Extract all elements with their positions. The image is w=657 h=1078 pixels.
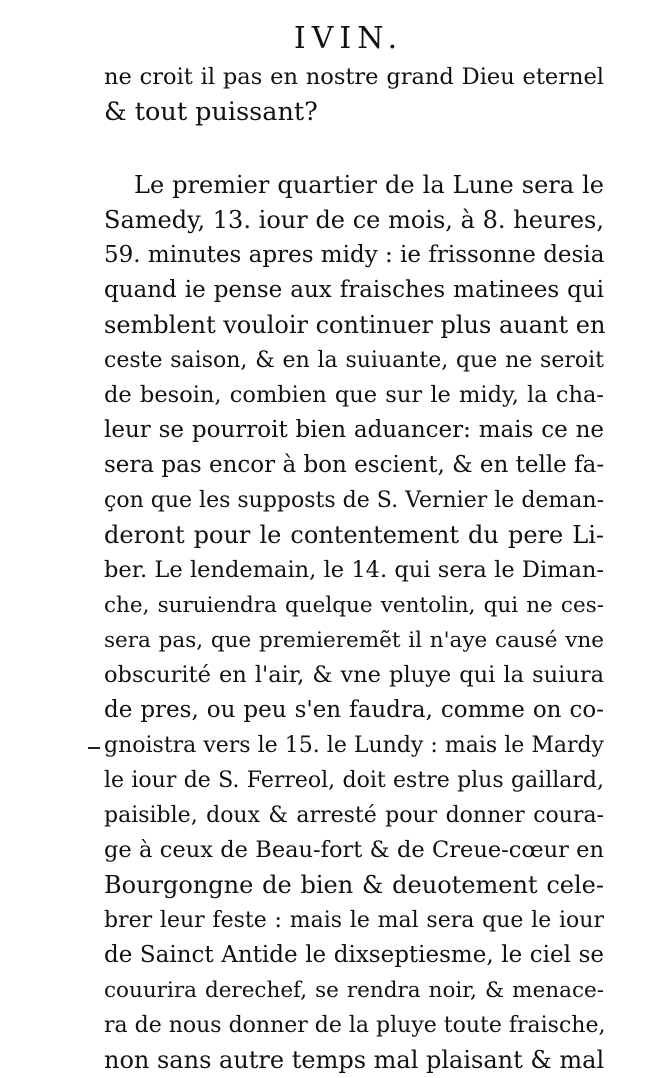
text-line: Bourgongne de bien & deuotement cele- (104, 871, 604, 899)
text-line: brer leur feste : mais le mal sera que le iour (104, 908, 604, 933)
text-line: deront pour le contentement du pere Li- (104, 521, 604, 549)
text-line: che, suruiendra quelque ventolin, qui ne ces- (104, 593, 604, 618)
text-line: Le premier quartier de la Lune sera le (134, 171, 604, 199)
text-line: obscurité en l'air, & vne pluye qui la suiura (104, 662, 604, 688)
text-line: de pres, ou peu s'en faudra, comme on co- (104, 697, 604, 723)
text-line: semblent vouloir continuer plus auant en (104, 311, 606, 339)
text-line: ber. Le lendemain, le 14. qui sera le Diman- (104, 557, 604, 583)
text-line: sera pas, que premieremẽt il n'aye causé vne (104, 628, 604, 653)
text-line: sera pas encor à bon escient, & en telle fa- (104, 452, 605, 478)
text-line: gnoistra vers le 15. le Lundy : mais le Mardy (104, 733, 604, 758)
text-line: ne croit il pas en nostre grand Dieu eternel (104, 64, 604, 90)
text-line: & tout puissant? (104, 97, 318, 127)
text-line: Samedy, 13. iour de ce mois, à 8. heures, (104, 206, 604, 234)
text-line: quand ie pense aux fraisches matinees qui (104, 277, 604, 303)
text-line: ra de nous donner de la pluye toute fraische, (104, 1013, 606, 1038)
text-line: le iour de S. Ferreol, doit estre plus gaillard, (104, 768, 604, 793)
text-line: ge à ceux de Beau-fort & de Creue-cœur en (104, 837, 604, 863)
text-line: paisible, doux & arresté pour donner coura- (104, 803, 604, 828)
text-line: couurira derechef, se rendra noir, & menace- (104, 978, 604, 1003)
text-line: leur se pourroit bien aduancer: mais ce ne (104, 417, 604, 443)
text-line: çon que les supposts de S. Vernier le deman- (104, 488, 604, 513)
text-line: de besoin, combien que sur le midy, la cha- (104, 382, 604, 408)
text-line: non sans autre temps mal plaisant & mal (104, 1046, 605, 1074)
margin-dash-mark (88, 747, 100, 749)
running-head: IVIN. (293, 21, 404, 56)
paragraph-gap (104, 130, 604, 168)
text-line: de Sainct Antide le dixseptiesme, le ciel se (104, 942, 604, 968)
body-text (104, 60, 604, 1078)
text-line: ceste saison, & en la suiuante, que ne seroit (104, 348, 604, 373)
text-line: 59. minutes apres midy : ie frissonne desia (104, 242, 605, 268)
